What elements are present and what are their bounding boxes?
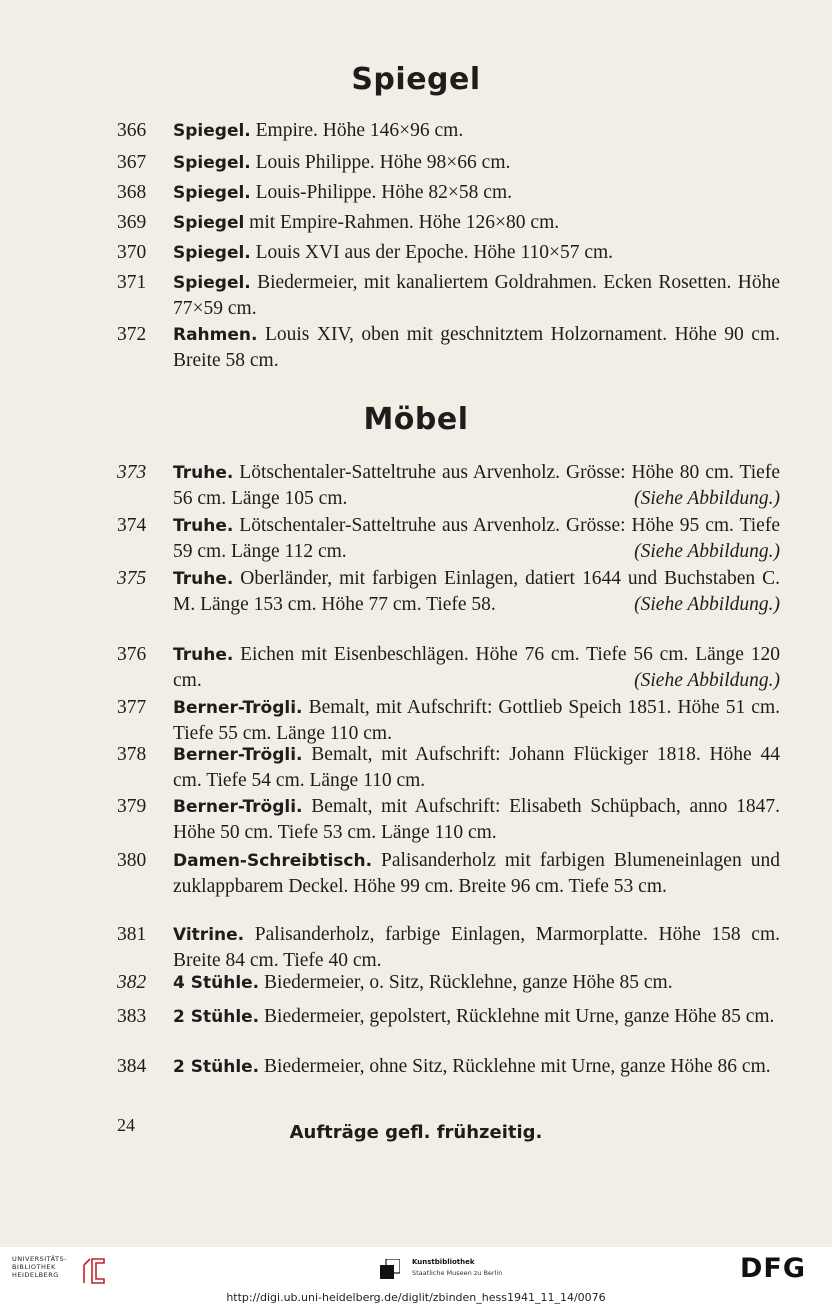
entry-lead: Truhe. (173, 645, 234, 665)
entry-description (173, 1054, 780, 1080)
entry-number: 375 (117, 568, 147, 589)
entry-number: 374 (117, 515, 147, 536)
entry-text: mit Empire-Rahmen. Höhe 126×80 cm. (244, 212, 560, 233)
entry-text: Palisanderholz mit farbigen Blumeneinlagen und zuklappbarem Deckel. Höhe 99 cm. Breite 96 cm. Tiefe 53 cm. (173, 850, 780, 897)
footer-note: Aufträge gefl. frühzeitig. (289, 1122, 543, 1143)
entry-lead: Truhe. (173, 569, 234, 589)
entry-number: 371 (117, 272, 147, 293)
entry-lead: Vitrine. (173, 925, 245, 945)
entry-number: 367 (117, 152, 147, 173)
entry-lead: 2 Stühle. (173, 1007, 260, 1027)
entry-number: 370 (117, 242, 147, 263)
dfg-logo[interactable]: DFG (740, 1253, 807, 1284)
entry-number: 368 (117, 182, 147, 203)
entry-lead: Rahmen. (173, 325, 258, 345)
entry-text: Empire. Höhe 146×96 cm. (250, 120, 464, 141)
entry-description (173, 210, 780, 236)
entry-lead: Spiegel. (173, 121, 251, 141)
entry-lead: Berner-Trögli. (173, 797, 303, 817)
entry-text: Louis XVI aus der Epoche. Höhe 110×57 cm. (250, 242, 614, 263)
entry-lead: 2 Stühle. (173, 1057, 260, 1077)
entry-number: 383 (117, 1006, 147, 1027)
entry-lead: Spiegel. (173, 183, 251, 203)
entry-text: Biedermeier, ohne Sitz, Rücklehne mit Urne, ganze Höhe 86 cm. (259, 1056, 771, 1077)
entry-number: 380 (117, 850, 147, 871)
entry-description (173, 240, 780, 266)
entry-description (173, 270, 780, 322)
permalink-url[interactable]: http://digi.ub.uni-heidelberg.de/diglit/zbinden_hess1941_11_14/0076 (0, 1289, 832, 1307)
entry-text: Biedermeier, gepolstert, Rücklehne mit Urne, ganze Höhe 85 cm. (259, 1006, 775, 1027)
kunstbibliothek-subtitle: Staatliche Museen zu Berlin (412, 1269, 503, 1277)
entry-description (173, 742, 780, 794)
entry-description (173, 922, 780, 974)
section-title-spiegel: Spiegel (351, 62, 481, 97)
entry-number: 372 (117, 324, 147, 345)
page-number: 24 (117, 1115, 135, 1135)
entry-figure-reference: (Siehe Abbildung.) (634, 541, 780, 562)
section-title-moebel: Möbel (363, 402, 469, 437)
entry-lead: Truhe. (173, 463, 234, 483)
entry-description (173, 118, 780, 144)
entry-text: Biedermeier, mit kanaliertem Goldrahmen. Ecken Rosetten. Höhe 77×59 cm. (173, 272, 780, 319)
entry-lead: Damen-Schreibtisch. (173, 851, 373, 871)
entry-description (173, 794, 780, 846)
entry-text: Palisanderholz, farbige Einlagen, Marmorplatte. Höhe 158 cm. Breite 84 cm. Tiefe 40 cm. (173, 924, 780, 971)
university-library-logo[interactable] (12, 1255, 122, 1285)
entry-description (173, 460, 780, 512)
entry-text: Eichen mit Eisenbeschlägen. Höhe 76 cm. Tiefe 56 cm. Länge 120 cm. (173, 644, 780, 691)
entry-number: 366 (117, 120, 147, 141)
entry-lead: Spiegel. (173, 153, 251, 173)
entry-text: Louis XIV, oben mit geschnitztem Holzornament. Höhe 90 cm. Breite 58 cm. (173, 324, 780, 371)
entry-text: Biedermeier, o. Sitz, Rücklehne, ganze Höhe 85 cm. (259, 972, 673, 993)
kunstbibliothek-mark-icon (380, 1259, 400, 1279)
entry-description (173, 970, 780, 996)
entry-text: Bemalt, mit Aufschrift: Gottlieb Speich 1851. Höhe 51 cm. Tiefe 55 cm. Länge 110 cm. (173, 697, 780, 744)
entry-text: Bemalt, mit Aufschrift: Johann Flückiger 1818. Höhe 44 cm. Tiefe 54 cm. Länge 110 cm. (173, 744, 780, 791)
entry-description (173, 150, 780, 176)
entry-text: Lötschentaler-Satteltruhe aus Arvenholz. Grösse: Höhe 95 cm. Tiefe 59 cm. Länge 112 cm. (173, 515, 780, 562)
entry-number: 377 (117, 697, 147, 718)
entry-lead: Truhe. (173, 516, 234, 536)
entry-text: Louis-Philippe. Höhe 82×58 cm. (250, 182, 512, 203)
entry-figure-reference: (Siehe Abbildung.) (634, 670, 780, 691)
entry-lead: Spiegel. (173, 243, 251, 263)
kunstbibliothek-logo[interactable] (380, 1256, 530, 1282)
entry-lead: Spiegel. (173, 273, 251, 293)
entry-text: Lötschentaler-Satteltruhe aus Arvenholz. Grösse: Höhe 80 cm. Tiefe 56 cm. Länge 105 cm. (173, 462, 780, 509)
entry-lead: Berner-Trögli. (173, 745, 303, 765)
entry-description (173, 848, 780, 900)
entry-description (173, 322, 780, 374)
entry-figure-reference: (Siehe Abbildung.) (634, 594, 780, 615)
entry-description (173, 566, 780, 618)
entry-number: 369 (117, 212, 147, 233)
entry-number: 373 (117, 462, 147, 483)
entry-number: 381 (117, 924, 147, 945)
entry-number: 379 (117, 796, 147, 817)
university-emblem-icon (78, 1257, 112, 1285)
digitization-footer (0, 1247, 832, 1289)
entry-lead: Berner-Trögli. (173, 698, 303, 718)
entry-number: 378 (117, 744, 147, 765)
entry-lead: Spiegel (173, 213, 245, 233)
entry-text: Louis Philippe. Höhe 98×66 cm. (250, 152, 511, 173)
entry-number: 376 (117, 644, 147, 665)
entry-description (173, 642, 780, 694)
entry-text: Bemalt, mit Aufschrift: Elisabeth Schüpbach, anno 1847. Höhe 50 cm. Tiefe 53 cm. Länge 110 cm. (173, 796, 780, 843)
entry-description (173, 1004, 780, 1030)
entry-number: 382 (117, 972, 147, 993)
entry-description (173, 513, 780, 565)
entry-description (173, 695, 780, 747)
university-name: UNIVERSITÄTS- BIBLIOTHEK HEIDELBERG (12, 1255, 67, 1279)
entry-lead: 4 Stühle. (173, 973, 260, 993)
entry-figure-reference: (Siehe Abbildung.) (634, 488, 780, 509)
entry-description (173, 180, 780, 206)
entry-text: Oberländer, mit farbigen Einlagen, datiert 1644 und Buchstaben C. M. Länge 153 cm. Höhe 77 cm. Tiefe 58. (173, 568, 780, 615)
kunstbibliothek-title: Kunstbibliothek (412, 1258, 475, 1266)
entry-number: 384 (117, 1056, 147, 1077)
